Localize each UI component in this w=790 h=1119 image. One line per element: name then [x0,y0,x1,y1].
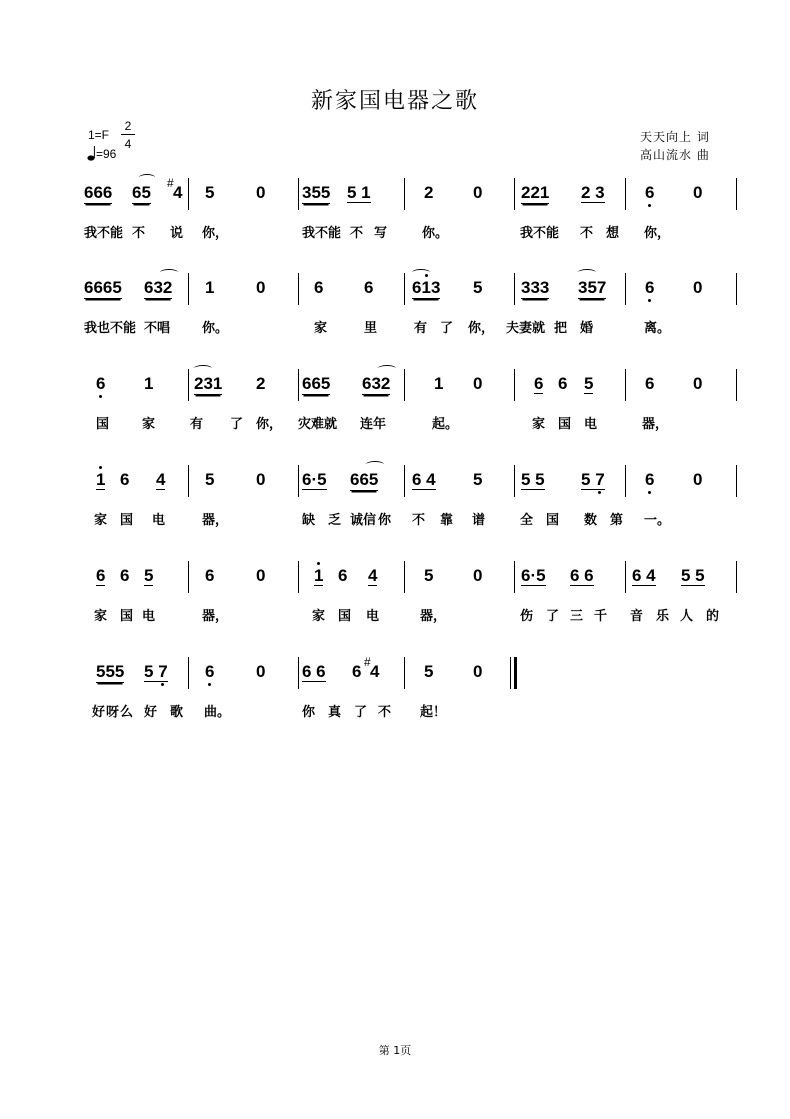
lyric: 全 [520,513,534,528]
score-system-4 [84,465,744,535]
note: 6 [645,471,654,488]
lyric: 你。 [202,321,229,336]
lyric: 电 [142,609,156,624]
note: 0 [693,374,703,393]
note: 0 [693,183,703,202]
note-group: 5 7 [581,471,605,490]
lyric: 家 [94,513,108,528]
lyric: 国 [558,417,572,432]
note-group: 632 [144,278,173,297]
lyric: 靠 [440,513,454,528]
note: 1 [144,374,154,393]
lyric: 你， [468,321,495,336]
lyric: 呀 [106,705,120,720]
note: 6 [205,566,215,585]
lyric: 么 [120,705,134,720]
note-group: 231 [194,374,223,393]
note-group: 61 3 [412,279,440,299]
note-group: 665 [350,470,379,489]
lyric: 不 [412,513,426,528]
notation-line [84,561,744,593]
lyric: 有 [190,417,204,432]
lyric: 好 [92,705,106,720]
lyric: 家 [312,609,326,624]
lyric: 我不能 [520,226,560,241]
lyric: 音 [630,609,644,624]
note: 0 [473,183,483,202]
note: 5 [424,662,434,681]
lyric: 写 [374,226,388,241]
note-group: 665 [302,374,331,393]
lyricist-credit: 天天向上 词 [640,130,710,144]
note: 6 [645,279,654,296]
note: 0 [693,470,703,489]
lyric: 国 [120,513,134,528]
notation-line [84,178,744,210]
note: 0 [256,566,266,585]
note: 6 [120,470,130,489]
note-group: 357 [578,278,607,297]
tempo-marking [87,145,116,161]
lyric: 器， [202,513,229,528]
lyric: 国 [120,609,134,624]
lyric: 我不能 [302,226,342,241]
lyric: 里 [364,321,378,336]
lyric: 家 [142,417,156,432]
note-group: 355 [302,183,331,202]
lyric: 诚信 [350,513,377,528]
lyric: 伤 [520,609,534,624]
lyric: 不 [378,705,392,720]
note: 5 [205,470,215,489]
note: 2 [256,374,266,393]
note: 0 [256,183,266,202]
note: 0 [256,470,266,489]
lyric: 千 [594,609,608,624]
lyric: 了 [230,417,244,432]
lyric: 我不能 [84,226,124,241]
lyric: 缺 [302,513,316,528]
key-signature: 1=F [88,128,110,142]
note: 0 [256,278,266,297]
lyric: 国 [96,417,110,432]
lyric: 家 [314,321,328,336]
lyric: 了 [354,705,368,720]
note: 0 [473,566,483,585]
lyric: 你， [202,226,229,241]
note-group: 221 [521,183,550,202]
note: 5 [205,183,215,202]
lyric: 器， [202,609,229,624]
note-group: 632 [362,374,391,393]
lyric: 不 [580,226,594,241]
score-system-2 [84,273,744,343]
note-group: 4 [368,566,378,585]
lyric: 你， [644,226,671,241]
note-group: 6 4 [412,470,436,489]
lyric: 你。 [422,226,449,241]
lyric: 灾难就 [298,417,338,432]
note: 6 [645,374,655,393]
lyric: 你， [256,417,283,432]
lyric: 国 [338,609,352,624]
lyric: 不唱 [144,321,171,336]
lyric: 器， [642,417,669,432]
note-group: 6665 [84,278,122,297]
notation-line [84,273,744,305]
page-number: 第 1页 [378,1044,412,1057]
quarter-note-icon [87,145,96,161]
lyric: 电 [152,513,166,528]
note-group: 5 [144,566,154,585]
note: 0 [473,662,483,681]
note: 1 [434,374,444,393]
note-group: 5 5 [681,566,705,585]
score-system-3 [84,369,744,439]
lyric: 器， [420,609,447,624]
note-group: 2 3 [581,183,605,202]
lyric: 我也不能 [84,321,137,336]
lyric: 电 [584,417,598,432]
notation-line [84,465,744,497]
meter-top: 2 [124,119,132,133]
lyric: 连年 [360,417,387,432]
lyric: 不 [132,226,146,241]
note: # 4 [167,176,183,202]
lyric: 把 [554,321,568,336]
lyric: 想 [606,226,620,241]
notation-line [84,369,744,401]
lyric: 电 [366,609,380,624]
note-group: 555 [96,662,125,681]
lyric: 的 [706,609,720,624]
note: 5 [473,278,483,297]
lyric: 了 [440,321,454,336]
note: 6 [645,184,654,201]
note: 6 [558,374,568,393]
lyric: 说 [170,226,184,241]
note-group: 666 [84,183,113,202]
time-signature [121,119,135,151]
lyric: 曲。 [204,705,231,720]
score-system-1 [84,178,744,248]
note: 5 [473,470,483,489]
lyric: 三 [570,609,584,624]
note-group: 6 [96,566,106,585]
lyric: 离。 [644,321,671,336]
lyric: 谱 [472,513,486,528]
note: 2 [424,183,434,202]
lyric: 真 [328,705,342,720]
note-group: 6 4 [632,566,656,585]
note-group: 6 6 [302,662,326,681]
lyric: 乐 [656,609,670,624]
note: 6 [352,662,362,681]
note-group: 5 1 [347,183,371,202]
note: 0 [473,374,483,393]
notation-line [84,657,744,689]
note-group: 65 [132,183,151,202]
note: 6 [205,663,214,680]
note: 0 [256,662,266,681]
note-group: 1 [96,471,105,490]
note: 0 [693,278,703,297]
note: 5 [424,566,434,585]
score-title: 新家国电器之歌 [310,89,479,114]
lyric: 乏 [328,513,342,528]
note: 1 [205,278,215,297]
score-system-6 [84,657,744,727]
lyric: 你 [378,513,392,528]
note-group: 1 [314,567,323,586]
note-group: 5 7 [144,663,168,682]
lyric: 起！ [420,705,447,720]
lyric: 夫妻就 [506,321,546,336]
lyric: 婚 [580,321,594,336]
lyric: 国 [546,513,560,528]
lyric: 一。 [644,513,671,528]
note: 6 [120,566,130,585]
meter-bottom: 4 [124,137,132,151]
note-group: 5 [584,374,594,393]
lyric: 歌 [170,705,184,720]
note-group: 5 5 [521,470,545,489]
note: # 4 [364,655,380,681]
lyric: 家 [532,417,546,432]
note-group: 333 [521,278,550,297]
note-group: 6 [534,374,544,393]
lyric: 不 [350,226,364,241]
lyric: 第 [610,513,624,528]
note: 6 [338,566,348,585]
note-group: 6·5 [302,470,327,489]
note-group: 6·5 [521,566,546,585]
lyric: 你 [302,705,316,720]
note: 6 [96,375,105,392]
lyric: 有 [414,321,428,336]
lyric: 数 [584,513,598,528]
tempo-value: =96 [96,147,117,161]
score-system-5 [84,561,744,631]
lyric: 好 [144,705,158,720]
note-group: 6 6 [570,566,594,585]
note-group: 4 [156,470,166,489]
lyric: 人 [680,609,694,624]
lyric: 家 [94,609,108,624]
note: 6 [314,278,324,297]
lyric: 了 [546,609,560,624]
lyric: 起。 [432,417,459,432]
composer-credit: 高山流水 曲 [640,148,710,162]
note: 6 [364,278,374,297]
